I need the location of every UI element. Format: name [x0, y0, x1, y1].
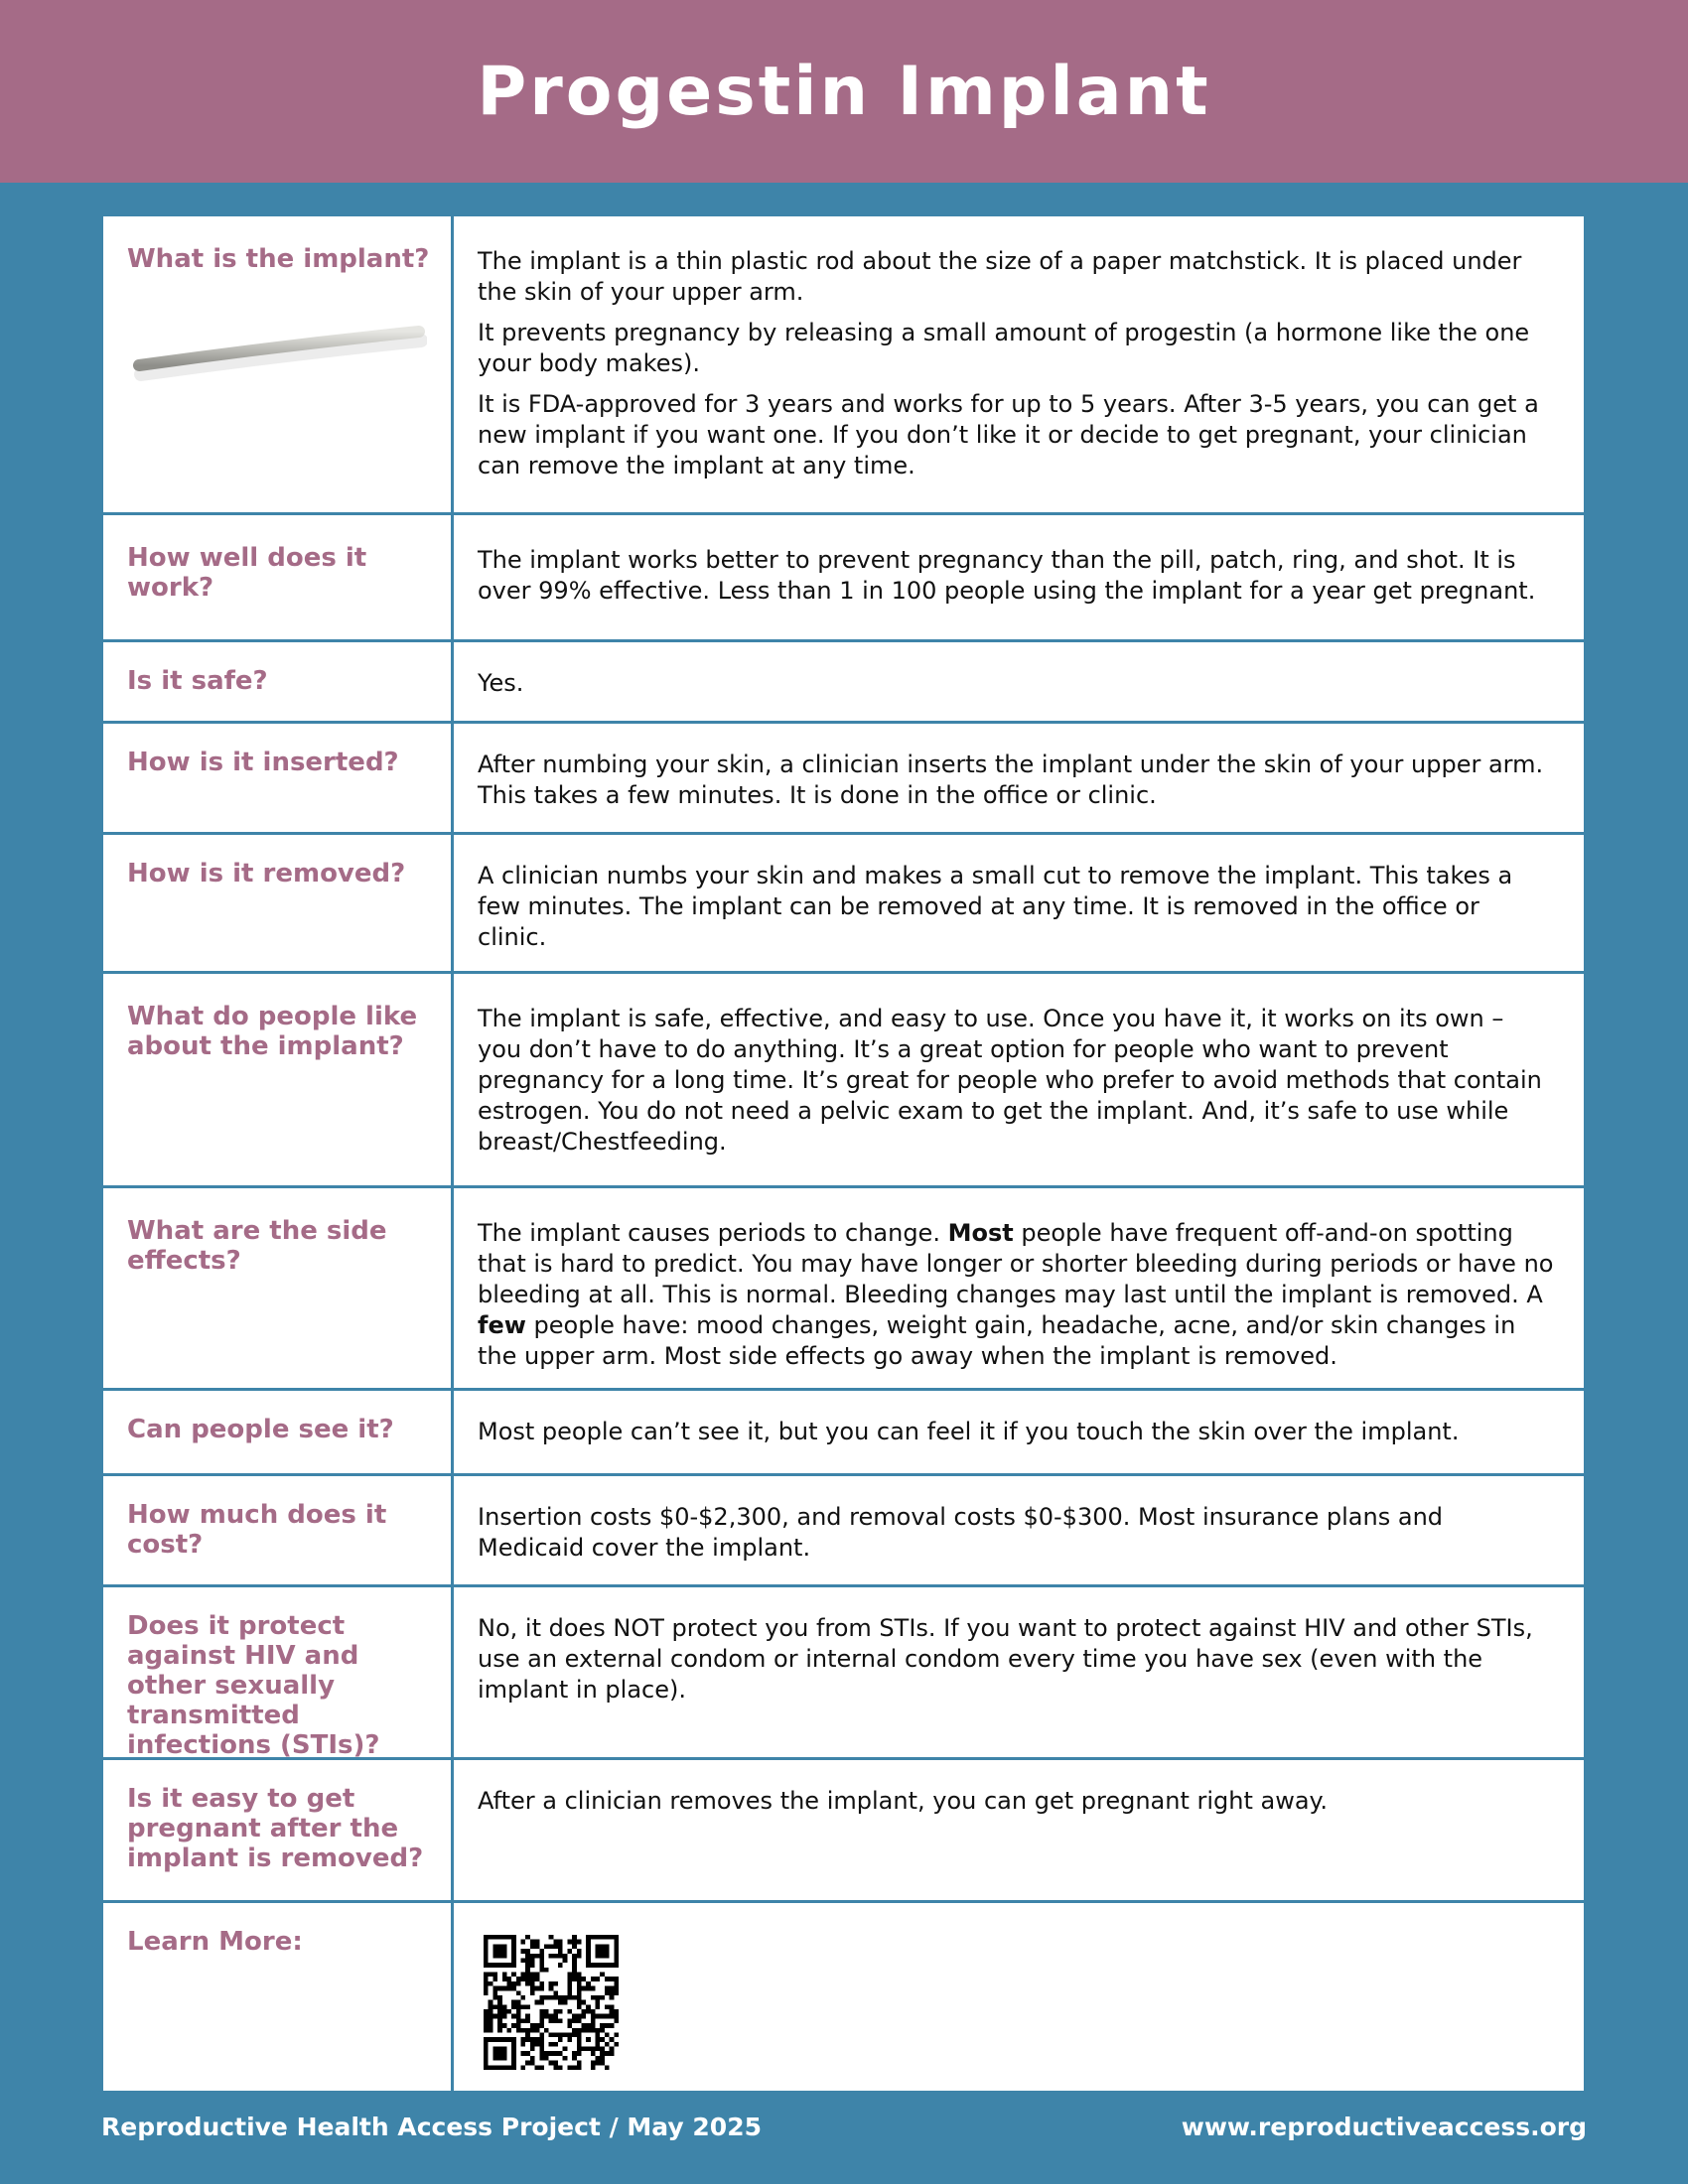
page-footer — [101, 2113, 1587, 2141]
answer-text: Yes. — [478, 669, 524, 697]
faq-row-sti-protection — [103, 1584, 1584, 1760]
question-label: Is it safe? — [127, 666, 268, 696]
question-label: How is it removed? — [127, 859, 406, 888]
qr-code-image[interactable] — [484, 1935, 619, 2070]
answer-text: No, it does NOT protect you from STIs. If you want to protect against HIV and other STIs, use an external condom or internal condom every time you have sex (even with the implant in place). — [478, 1614, 1533, 1704]
answer-paragraph: It prevents pregnancy by releasing a small amount of progestin (a hormone like the one your body makes). — [478, 319, 1530, 377]
faq-row-learn-more — [103, 1900, 1584, 2091]
faq-row-removal — [103, 832, 1584, 971]
question-label: How well does it work? — [127, 543, 367, 603]
question-label: How much does it cost? — [127, 1500, 387, 1560]
answer-text: Insertion costs $0-$2,300, and removal costs $0-$300. Most insurance plans and Medicaid cover the implant. — [478, 1503, 1444, 1562]
answer-text — [478, 1218, 1555, 1372]
footer-organization-date: Reproductive Health Access Project / May 2025 — [101, 2113, 762, 2141]
question-label: Can people see it? — [127, 1415, 394, 1444]
question-label: How is it inserted? — [127, 748, 399, 777]
page-title: Progestin Implant — [477, 52, 1211, 131]
question-label: Is it easy to get pregnant after the implant is removed? — [127, 1784, 424, 1873]
faq-row-insertion — [103, 721, 1584, 832]
question-label: Learn More: — [127, 1927, 303, 1957]
faq-row-effectiveness — [103, 512, 1584, 639]
answer-text: After a clinician removes the implant, you can get pregnant right away. — [478, 1787, 1328, 1815]
page-header — [0, 0, 1688, 183]
answer-paragraph: It is FDA-approved for 3 years and works for up to 5 years. After 3-5 years, you can get a new implant if you want one. If you don’t like it or decide to get pregnant, your clinician can remove the implant at any time. — [478, 390, 1539, 479]
faq-table — [103, 216, 1584, 2091]
answer-segment: people have frequent off-and-on spotting that is hard to predict. You may have longer or shorter bleeding during periods or have no bleeding at all. This is normal. Bleeding changes may last until the implant is removed. A — [478, 1219, 1554, 1308]
footer-website-link[interactable]: www.reproductiveaccess.org — [1181, 2113, 1587, 2141]
faq-row-what-is — [103, 216, 1584, 512]
answer-segment: The implant causes periods to change. — [478, 1219, 948, 1247]
answer-emphasis: Most — [947, 1219, 1014, 1247]
answer-paragraph: The implant is a thin plastic rod about the size of a paper matchstick. It is placed under the skin of your upper arm. — [478, 247, 1522, 306]
question-label: What do people like about the implant? — [127, 1002, 418, 1061]
implant-rod-image — [133, 322, 427, 381]
question-label: What is the implant? — [127, 244, 430, 274]
answer-text: Most people can’t see it, but you can feel it if you touch the skin over the implant. — [478, 1418, 1460, 1445]
answer-segment: people have: mood changes, weight gain, headache, acne, and/or skin changes in the upper arm. Most side effects go away when the implant is removed. — [478, 1311, 1516, 1370]
answer-text: The implant works better to prevent pregnancy than the pill, patch, ring, and shot. It is over 99% effective. Less than 1 in 100 people using the implant for a year get pregnant. — [478, 546, 1536, 605]
faq-row-side-effects — [103, 1185, 1584, 1388]
answer-emphasis: few — [478, 1311, 526, 1339]
faq-row-safety — [103, 639, 1584, 721]
answer-text: The implant is safe, effective, and easy to use. Once you have it, it works on its own – you don’t have to do anything. It’s a great option for people who want to prevent pregnancy for a long time. It’s great for people who prefer to avoid methods that contain estrogen. You do not need a pelvic exam to get the implant. And, it’s safe to use while breast/Chestfeeding. — [478, 1005, 1542, 1156]
answer-text — [478, 246, 1555, 491]
answer-text: A clinician numbs your skin and makes a small cut to remove the implant. This takes a few minutes. The implant can be removed at any time. It is removed in the office or clinic. — [478, 862, 1513, 951]
faq-row-pregnancy-after — [103, 1757, 1584, 1900]
faq-row-likes — [103, 971, 1584, 1185]
question-label: What are the side effects? — [127, 1216, 387, 1276]
faq-row-cost — [103, 1473, 1584, 1584]
faq-row-visibility — [103, 1388, 1584, 1473]
answer-text: After numbing your skin, a clinician inserts the implant under the skin of your upper arm. This takes a few minutes. It is done in the office or clinic. — [478, 751, 1544, 809]
question-label: Does it protect against HIV and other sexually transmitted infections (STIs)? — [127, 1611, 380, 1760]
